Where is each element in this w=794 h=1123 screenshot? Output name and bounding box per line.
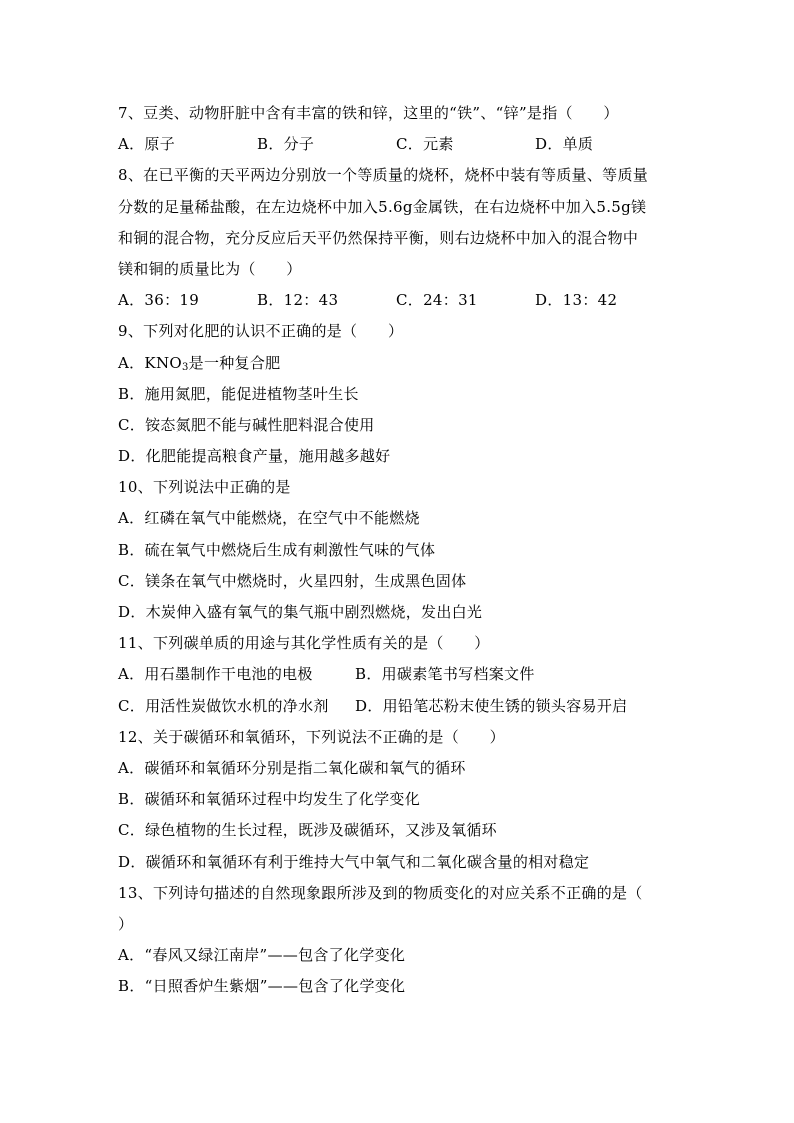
question-11-option-a: A．用石墨制作干电池的电极 (118, 665, 313, 684)
question-10-stem: 10、下列说法中正确的是 (118, 478, 291, 497)
question-8-options (118, 285, 678, 316)
question-7-option-b: B．分子 (257, 135, 315, 154)
question-10-option-d: D．木炭伸入盛有氧气的集气瓶中剧烈燃烧，发出白光 (118, 603, 483, 621)
question-7-option-d: D．单质 (535, 135, 594, 154)
question-12-option-b: B．碳循环和氧循环过程中均发生了化学变化 (118, 790, 421, 809)
question-12-option-c: C．绿色植物的生长过程，既涉及碳循环，又涉及氧循环 (118, 821, 497, 840)
question-12-option-a: A．碳循环和氧循环分别是指二氧化碳和氧气的循环 (118, 758, 466, 777)
question-11-options-row-2 (118, 691, 678, 722)
question-13-stem-line-2: ） (118, 914, 134, 933)
question-9-option-c: C．铵态氮肥不能与碱性肥料混合使用 (118, 415, 375, 434)
question-9-option-a-prefix: A．KNO (118, 353, 182, 372)
question-13-stem-line-1: 13、下列诗句描述的自然现象跟所涉及到的物质变化的对应关系不正确的是（ (118, 883, 643, 902)
question-11-option-c: C．用活性炭做饮水机的净水剂 (118, 696, 329, 715)
question-13-option-b: B．“日照香炉生紫烟”——包含了化学变化 (118, 977, 406, 996)
question-10-option-b: B．硫在氧气中燃烧后生成有刺激性气味的气体 (118, 540, 436, 559)
question-11-option-b: B．用碳素笔书写档案文件 (355, 665, 535, 684)
question-11-option-d: D．用铅笔芯粉末使生锈的锁头容易开启 (355, 696, 628, 715)
question-9-option-b: B．施用氮肥，能促进植物茎叶生长 (118, 384, 359, 403)
question-13-option-a: A．“春风又绿江南岸”——包含了化学变化 (118, 946, 406, 965)
question-8-stem-line-1: 8、在已平衡的天平两边分别放一个等质量的烧杯，烧杯中装有等质量、等质量 (118, 166, 649, 185)
question-8-option-b: B．12：43 (257, 291, 339, 310)
question-12-stem: 12、关于碳循环和氧循环，下列说法不正确的是（ ） (118, 727, 505, 746)
question-8-option-a: A．36：19 (118, 291, 200, 310)
question-10-option-c: C．镁条在氧气中燃烧时，火星四射，生成黑色固体 (118, 571, 467, 590)
question-7-options (118, 129, 678, 160)
question-10-option-a: A．红磷在氧气中能燃烧，在空气中不能燃烧 (118, 509, 420, 528)
question-7-stem: 7、豆类、动物肝脏中含有丰富的铁和锌，这里的“铁”、“锌”是指（ ） (118, 104, 619, 122)
question-8-stem-line-2: 分数的足量稀盐酸，在左边烧杯中加入5.6g金属铁，在右边烧杯中加入5.5g镁 (118, 197, 647, 216)
question-11-options-row-1 (118, 659, 678, 690)
question-7-option-c: C．元素 (396, 135, 454, 154)
question-7-option-a: A．原子 (118, 135, 176, 154)
question-8-option-d: D．13：42 (535, 291, 618, 310)
question-11-stem: 11、下列碳单质的用途与其化学性质有关的是（ ） (118, 634, 490, 653)
question-list (118, 98, 678, 1002)
question-8-option-c: C．24：31 (396, 291, 478, 310)
question-12-option-d: D．碳循环和氧循环有利于维持大气中氧气和二氧化碳含量的相对稳定 (118, 852, 590, 871)
question-9-option-a-suffix: 是一种复合肥 (188, 353, 281, 372)
question-9-stem: 9、下列对化肥的认识不正确的是（ ） (118, 322, 404, 341)
question-8-stem-line-4: 镁和铜的质量比为（ ） (118, 259, 302, 278)
question-9-option-a (118, 348, 678, 379)
question-9-option-d: D．化肥能提高粮食产量，施用越多越好 (118, 447, 391, 466)
question-9-option-a-subscript: 3 (181, 361, 189, 373)
question-8-stem-line-3: 和铜的混合物，充分反应后天平仍然保持平衡，则右边烧杯中加入的混合物中 (118, 228, 639, 247)
